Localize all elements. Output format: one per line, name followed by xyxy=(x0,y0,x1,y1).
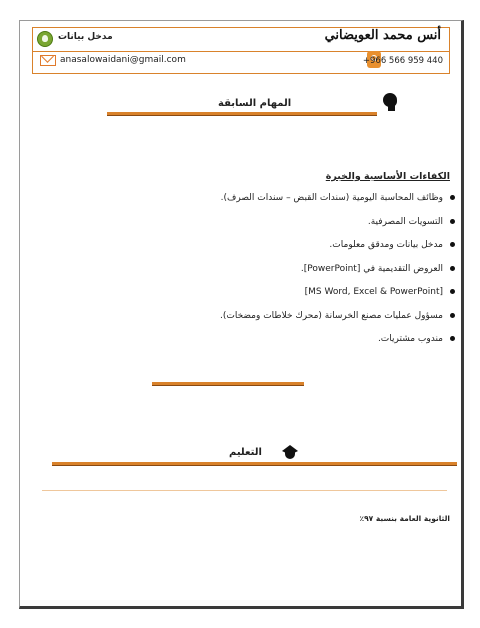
skills-list xyxy=(138,193,458,358)
header-divider xyxy=(33,51,449,52)
education-thin-rule xyxy=(42,490,447,491)
education-underline xyxy=(52,462,457,466)
email-address[interactable]: anasalowaidani@gmail.com xyxy=(60,55,186,65)
skill-item: مسؤول عمليات مصنع الخرسانة (محرك خلاطات ومضخات). xyxy=(138,311,458,322)
graduation-cap-icon xyxy=(282,445,298,461)
phone-number[interactable]: +966 566 959 440 xyxy=(362,56,443,66)
skill-item: مندوب مشتريات. xyxy=(138,334,458,345)
skills-title: الكفاءات الأساسية والخبرة xyxy=(325,171,450,182)
skill-item: التسويات المصرفية. xyxy=(138,217,458,228)
skill-item: مدخل بيانات ومدقق معلومات. xyxy=(138,240,458,251)
section-divider xyxy=(152,382,304,386)
contact-header xyxy=(32,27,450,74)
head-silhouette-icon xyxy=(380,93,400,111)
education-item: الثانوية العامة بنسبة ٩٧٪ xyxy=(359,514,450,523)
person-name: أنس محمد العويضاني xyxy=(324,28,441,43)
previous-tasks-underline xyxy=(107,112,377,116)
skill-item: وظائف المحاسبة اليومية (سندات القبض – سندات الصرف). xyxy=(138,193,458,204)
previous-tasks-title: المهام السابقة xyxy=(218,98,292,109)
job-role: مدخل بيانات xyxy=(58,32,113,42)
education-title: التعليم xyxy=(229,447,262,458)
skill-item: [MS Word, Excel & PowerPoint] xyxy=(138,287,458,298)
skill-item: العروض التقديمية في [PowerPoint]. xyxy=(138,264,458,275)
logo-icon xyxy=(37,31,53,47)
mail-icon xyxy=(40,55,56,66)
